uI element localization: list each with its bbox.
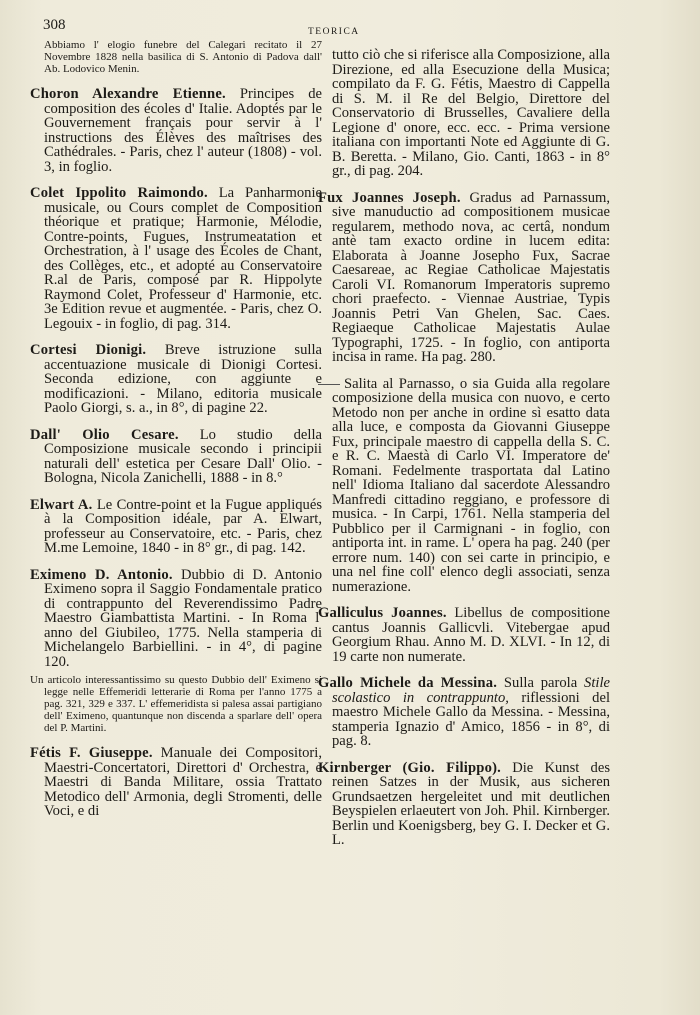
entry-kirnberger [318,761,610,848]
entry-text: Gradus ad Parnassum, sive manuductio ad compositionem musicae regularem, methodo nova, ac certâ, nondum antè tam exacto ordine in lucem edita: Elaborata à Joanne Josepho Fux, Sacrae Caesareae, ac Regiae Catholicae Majestatis Caroli VI. Romanorum Imperatoris supremo chori praefecto. - Viennae Austriae, Typis Joannis Petri Van Ghelen, Sac. Caes. Regiaeque Catholicae Majestatis Aulae Typographi, 1725. - In foglio, con antiporta incisa in rame. Ha pag. 280. [332,189,610,365]
entry-eximeno [30,568,322,670]
entry-headword: Fétis F. Giuseppe. [30,745,153,762]
entry-fetis-continuation: tutto ciò che si riferisce alla Composizione, alla Direzione, ed alla Esecuzione della Musica; compilato da F. G. Fétis, Maestro di Cappella di S. M. il Re del Belgio, Direttore del Conservatorio di Brusselles, Cavaliere della Legione d' onore, ecc. ecc. - Prima versione italiana con importanti Note ed Aggiunte di G. B. Beretta. - Milano, Gio. Canti, 1863 - in 8° gr., di pag. 204. [332,47,611,179]
entry-headword: Dall' Olio Cesare. [30,426,179,443]
entry-cortesi [30,343,322,416]
entry-text: Salita al Parnasso, o sia Guida alla regolare composizione della musica con nuovo, e certo Metodo non per anche in ordine sì esatto data alla luce, e composta da Giovanni Giuseppe Fux, principale maestro di cappella della S. C. e R. C. Maestà di Carlo VI. Imperatore de' Romani. Fedelmente trasportata dal Latino nell' Idioma Italiano dal sacerdote Alessandro Manfredi cittadino reggiano, e professore di musica. - In Carpi, 1761. Nella stamperia del Pubblico per il Carmignani - in foglio, con antiporta int. in rame. L' opera ha pag. 240 (per errore num. 140) con sei carte in principio, e una nel fine coll' elenco degli associati, senza numerazione. [332,375,610,595]
left-column [30,40,322,831]
entry-fux-italian [318,377,610,595]
entry-text: Dubbio di D. Antonio Eximeno sopra il Saggio Fondamentale pratico di contrappunto del Reverendissimo Padre Maestro Giambattista Martini. - In Roma l' anno del Giubileo, 1775. Nella stamperia di Michelangelo Barbiellini. - in 4°, di pagine 120. [44,566,322,670]
entry-text: Sulla parola [497,675,585,691]
entry-text: Le Contre-point et la Fugue appliqués à la Composition idéale, par A. Elwart, professeur au Conservatoire, etc. - Paris, chez M.me Lemoine, 1840 - in 8° gr., di pag. 142. [44,496,323,557]
top-note: Abbiamo l' elogio funebre del Calegari recitato il 27 Novembre 1828 nella basilica di S. Antonio di Padova dall' Ab. Lodovico Menin. [44,39,322,75]
entry-headword: Fux Joannes Joseph. [318,189,461,206]
entry-choron [30,87,322,174]
entry-text: Breve istruzione sulla accentuazione musicale di Dionigi Cortesi. Seconda edizione, con aggiunte e modificazioni. - Milano, editoria musicale Paolo Giorgi, s. a., in 8°, di pagine 22. [44,342,322,417]
entry-headword: Colet Ippolito Raimondo. [30,185,208,202]
entry-headword: Galliculus Joannes. [318,605,447,621]
right-column [318,48,610,860]
dash-rule [318,384,340,385]
entry-dall-olio [30,428,322,486]
entry-galliculus [318,606,610,664]
entry-headword: Choron Alexandre Etienne. [30,86,226,103]
entry-headword: Cortesi Dionigi. [30,342,147,359]
entry-headword: Eximeno D. Antonio. [30,566,173,583]
entry-colet [30,186,322,331]
entry-text: Lo studio della Composizione musicale secondo i principii naturali dell' estetica per Cesare Dall' Olio. - Bologna, Nicola Zanichelli, 1888 - in 8.° [44,426,322,487]
entry-headword: Gallo Michele da Messina. [318,675,498,691]
entry-text: Libellus de compositione cantus Joannis Gallicvli. Vitebergae apud Georgium Rhau. Anno M. D. XLVI. - In 12, di 19 carte non numerate. [332,605,610,665]
entry-headword: Elwart A. [30,496,93,513]
entry-text: riflessioni del maestro Michele Gallo da Messina. - Messina, stamperia Ignazio d' Amico, 1856 - in 8°, di pag. 8. [332,689,610,749]
eximeno-note: Un articolo interessantissimo su questo Dubbio dell' Eximeno si legge nelle Effemeridi letterarie di Roma per l'anno 1775 a pag. 321, 329 e 337. L' effemeridista si palesa assai partigiano dell' Eximeno, quantunque non discenda a sparlare dell' opera del P. Martini. [30,674,322,734]
entry-headword: Kirnberger (Gio. Filippo). [318,759,501,776]
entry-text: La Panharmonie musicale, ou Cours complet de Composition théorique et pratique; Harmonie, Mélodie, Contre-points, Fugues, Instrumeatation et Orchestration, à l' usage des Écoles de Chant, des Collèges, etc., et adopté au Conservatoire R.al de Paris, composé par R. Hippolyte Raymond Colet, Professeur d' Harmonie, etc. 3e Edition revue et augmentée. - Paris, chez O. Legouix - in foglio, di pag. 314. [44,185,322,332]
entry-elwart [30,498,322,556]
entry-text: Manuale dei Compositori, Maestri-Concertatori, Direttori d' Orchestra, e Maestri di Banda Militare, ossia Trattato Metodico dell' Armonia, degli Stromenti, delle Voci, e di [44,745,322,820]
running-head: TEORICA [308,27,360,37]
entry-fetis [30,746,322,819]
page-number: 308 [43,17,66,33]
entry-text: Principes de composition des écoles d' Italie. Adoptés par le Gouvernement français pour servir à l' instructions des Élèves des maîtrises des Cathédrales. - Paris, chez l' auteur (1808) - vol. 3, in foglio. [44,86,322,175]
entry-fux [318,191,610,365]
entry-italic-title: Stile scolastico in contrappunto, [332,675,610,706]
entry-text: Die Kunst des reinen Satzes in der Musik, aus sicheren Grundsaetzen hergeleitet und mit deutlichen Beyspielen erlaeutert von Joh. Phil. Kirnberger. Berlin und Koenigsberg, bey G. I. Decker et G. L. [332,759,610,848]
entry-gallo [318,676,610,749]
